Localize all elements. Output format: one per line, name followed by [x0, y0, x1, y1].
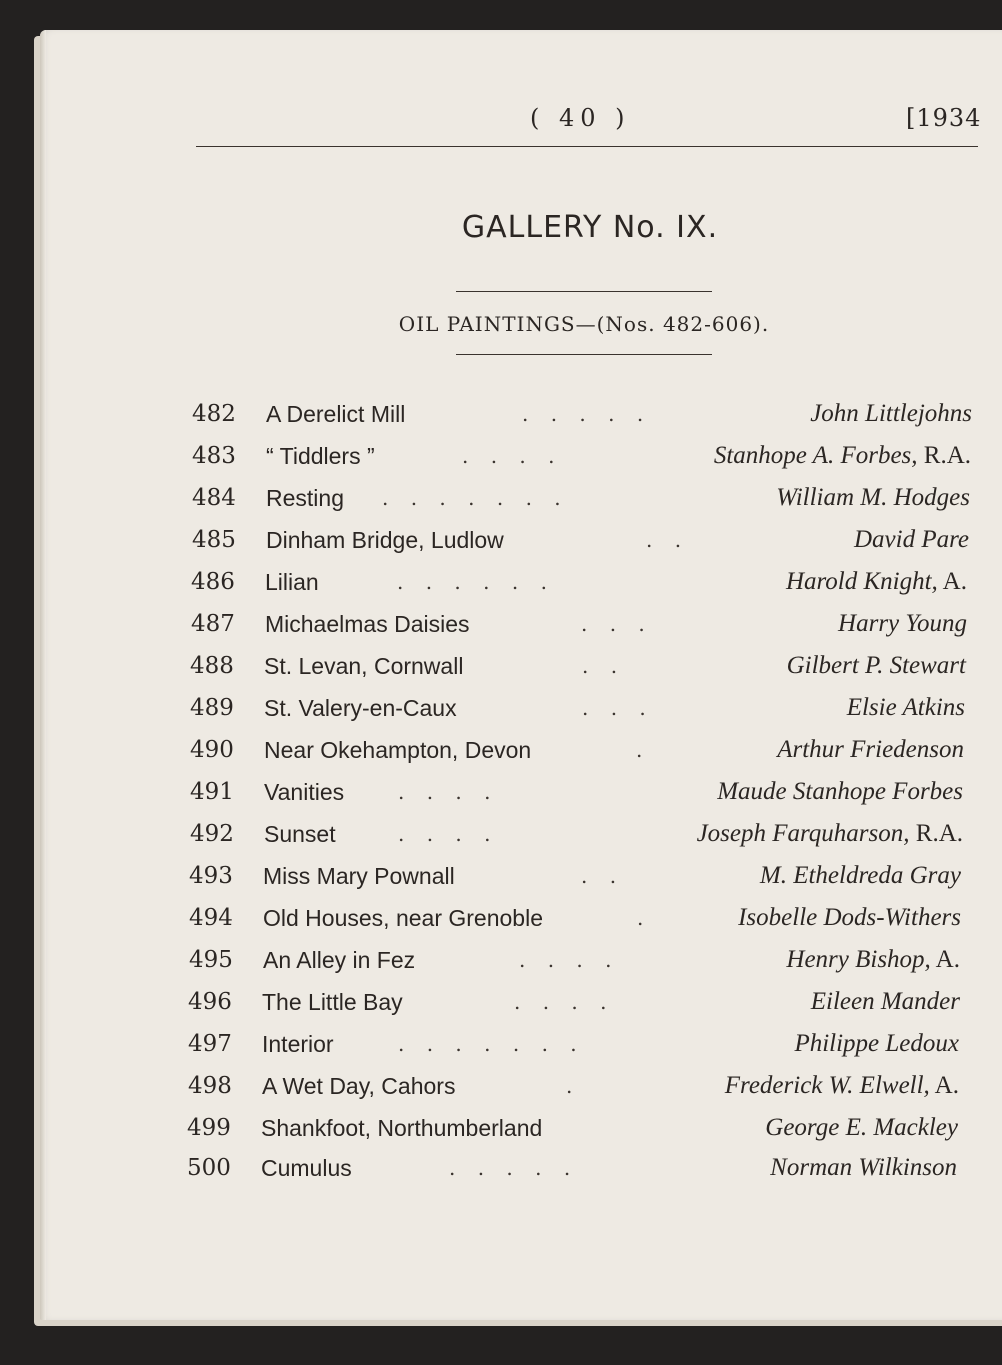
catalogue-entry [187, 1147, 957, 1189]
entry-title: Shankfoot, Northumberland [261, 1115, 543, 1141]
artist-name: Philippe Ledoux [794, 1030, 959, 1057]
entry-title: Lilian [265, 569, 319, 595]
catalogue-entry [189, 939, 960, 981]
entry-number: 491 [190, 779, 234, 805]
artist-suffix: A. [937, 568, 967, 595]
entry-artist [810, 393, 972, 435]
dot-leader: . . [646, 528, 690, 552]
entry-artist [760, 855, 961, 897]
dot-leader: . . . . . [449, 1156, 579, 1180]
entry-title: Near Okehampton, Devon [264, 737, 532, 763]
dot-leader: . [637, 906, 652, 930]
artist-suffix: A. [929, 1072, 959, 1099]
entry-title: A Wet Day, Cahors [262, 1073, 456, 1099]
entry-number: 500 [187, 1155, 231, 1181]
entry-title: Old Houses, near Grenoble [263, 905, 543, 931]
entry-artist [770, 1147, 957, 1189]
catalogue-entry [189, 897, 961, 939]
entry-number: 484 [192, 485, 236, 511]
catalogue-entry [190, 771, 963, 813]
artist-name: M. Etheldreda Gray [759, 862, 961, 889]
entry-artist [838, 603, 967, 645]
catalogue-entry [187, 1107, 958, 1149]
year-label: [1934 [906, 104, 982, 132]
entry-artist [738, 897, 961, 939]
entry-title: Michaelmas Daisies [265, 611, 470, 637]
entry-title: Dinham Bridge, Ludlow [266, 527, 504, 553]
entry-artist [847, 687, 965, 729]
entry-number: 487 [191, 611, 235, 637]
catalogue-entry [188, 1065, 959, 1107]
dot-leader: . . [581, 864, 625, 888]
catalogue-entry [191, 561, 967, 603]
artist-suffix: R.A. [909, 820, 963, 847]
entry-number: 499 [187, 1115, 231, 1141]
entry-artist [717, 771, 963, 813]
entry-title: St. Levan, Cornwall [264, 653, 464, 679]
entry-number: 497 [188, 1031, 232, 1057]
artist-name: Joseph Farquharson, [696, 820, 910, 847]
entry-number: 492 [190, 821, 234, 847]
dot-leader: . . . . [398, 822, 499, 846]
dot-leader: . . . . [462, 444, 563, 468]
artist-name: John Littlejohns [810, 400, 972, 427]
entry-artist [811, 981, 960, 1023]
catalogue-entry [188, 981, 960, 1023]
dot-leader: . . . . [398, 780, 499, 804]
artist-name: Norman Wilkinson [770, 1154, 957, 1181]
section-heading: OIL PAINTINGS—(Nos. 482-606). [398, 312, 770, 336]
entry-title: Sunset [264, 821, 336, 847]
entry-number: 485 [192, 527, 236, 553]
entry-number: 482 [192, 401, 236, 427]
dot-leader: . . [582, 654, 626, 678]
dot-leader: . . . [582, 696, 654, 720]
dot-leader: . . . . . . [397, 570, 555, 594]
entry-artist [794, 1023, 959, 1065]
entry-artist [854, 519, 969, 561]
catalogue-entry [189, 855, 961, 897]
dot-leader: . [566, 1074, 581, 1098]
entry-title: An Alley in Fez [263, 947, 416, 973]
entry-artist [777, 729, 964, 771]
dot-leader: . . . . [519, 948, 620, 972]
dot-leader: . . . . . . . [398, 1032, 585, 1056]
dot-leader: . . . [581, 612, 653, 636]
dot-leader: . . . . . [522, 402, 652, 426]
entry-title: Cumulus [261, 1155, 352, 1181]
entry-artist [697, 813, 963, 855]
entry-title: The Little Bay [262, 989, 403, 1015]
catalogue-entry [192, 519, 969, 561]
artist-name: David Pare [853, 526, 969, 553]
artist-name: William M. Hodges [776, 484, 970, 511]
artist-name: Elsie Atkins [846, 694, 965, 721]
catalogue-entry [188, 1023, 959, 1065]
artist-name: Harold Knight, [785, 568, 938, 595]
entry-number: 488 [190, 653, 234, 679]
entry-title: Miss Mary Pownall [263, 863, 455, 889]
page-number: ( 40 ) [530, 104, 631, 132]
catalogue-entry [192, 435, 971, 477]
entry-title: A Derelict Mill [266, 401, 406, 427]
dot-leader: . . . . . . . [382, 486, 569, 510]
dot-leader: . [636, 738, 651, 762]
artist-name: Henry Bishop, [786, 946, 931, 973]
entry-artist [786, 561, 967, 603]
artist-name: Arthur Friedenson [777, 736, 964, 763]
entry-title: “ Tiddlers ” [266, 443, 375, 469]
entry-artist [787, 645, 966, 687]
entry-number: 486 [191, 569, 235, 595]
entry-artist [786, 939, 960, 981]
dot-leader: . . . . [514, 990, 615, 1014]
entry-title: St. Valery-en-Caux [264, 695, 457, 721]
catalogue-entry [190, 645, 966, 687]
artist-name: Harry Young [838, 610, 967, 637]
entry-number: 493 [189, 863, 233, 889]
artist-name: Maude Stanhope Forbes [717, 778, 963, 805]
catalogue-entry [190, 729, 964, 771]
artist-name: Stanhope A. Forbes, [713, 442, 918, 469]
artist-name: Frederick W. Elwell, [724, 1072, 930, 1099]
catalogue-entry [192, 477, 970, 519]
artist-suffix: R.A. [917, 442, 971, 469]
artist-name: Gilbert P. Stewart [786, 652, 966, 679]
entry-artist [714, 435, 971, 477]
entry-title: Resting [266, 485, 344, 511]
artist-name: Isobelle Dods-Withers [738, 904, 961, 931]
entry-title: Vanities [264, 779, 345, 805]
entry-number: 495 [189, 947, 233, 973]
entry-title: Interior [262, 1031, 334, 1057]
gallery-title: GALLERY No. IX. [461, 210, 719, 245]
artist-suffix: A. [930, 946, 960, 973]
artist-name: Eileen Mander [810, 988, 960, 1015]
entry-artist [776, 477, 970, 519]
entry-number: 496 [188, 989, 232, 1015]
entry-artist [765, 1107, 958, 1149]
entry-number: 498 [188, 1073, 232, 1099]
entry-number: 483 [192, 443, 236, 469]
artist-name: George E. Mackley [765, 1114, 958, 1141]
entry-number: 489 [190, 695, 234, 721]
entry-number: 490 [190, 737, 234, 763]
entry-artist [725, 1065, 959, 1107]
catalogue-entry [190, 813, 963, 855]
catalogue-entry [192, 393, 972, 435]
entry-number: 494 [189, 905, 233, 931]
catalogue-entry [191, 603, 967, 645]
catalogue-entry [190, 687, 965, 729]
